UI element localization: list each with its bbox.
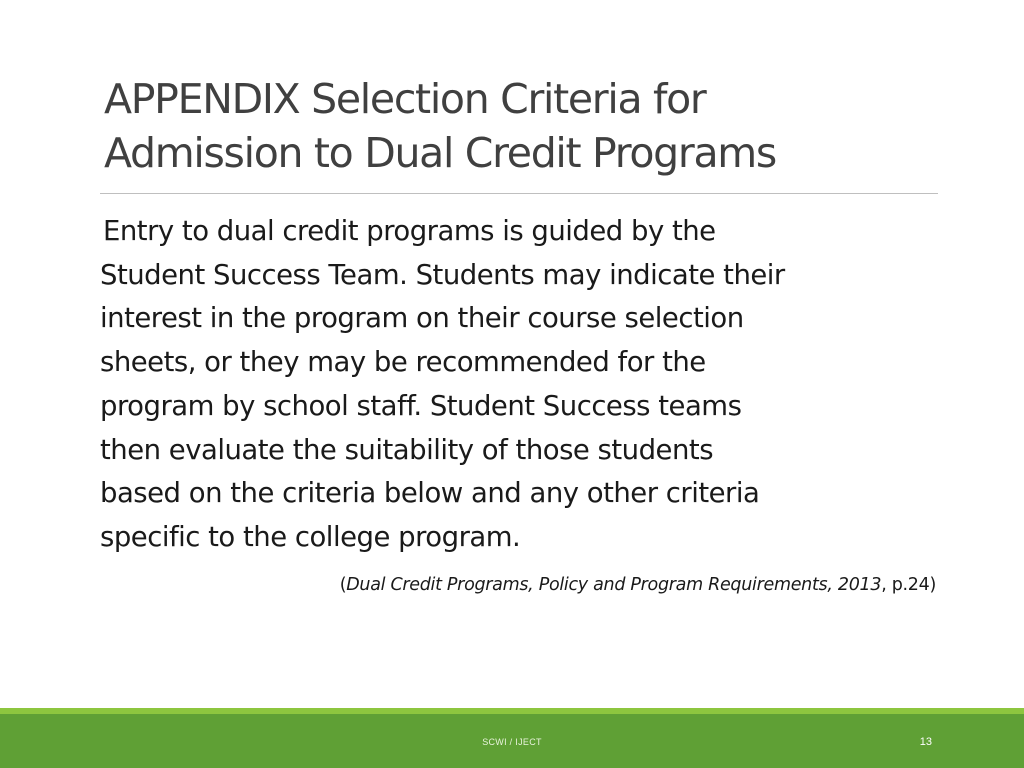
slide-title-line: APPENDIX Selection Criteria for [104, 75, 706, 123]
body-line: based on the criteria below and any other criteria [100, 477, 760, 510]
title-divider [100, 193, 938, 194]
slide-number: 13 [919, 736, 932, 748]
body-line: then evaluate the suitability of those students [100, 433, 714, 466]
body-line: Student Success Team. Students may indicate their [100, 258, 785, 291]
citation-open-paren: ( [339, 575, 347, 595]
slide-title-line: Admission to Dual Credit Programs [104, 129, 776, 177]
citation-page: , p.24) [881, 575, 936, 595]
body-paragraph [100, 210, 940, 560]
body-line: specific to the college program. [100, 520, 521, 553]
body-line: interest in the program on their course selection [100, 302, 744, 335]
body-line: sheets, or they may be recommended for the [100, 346, 706, 379]
body-line: Entry to dual credit programs is guided by the [103, 215, 716, 247]
citation [340, 570, 936, 600]
slide-title [104, 72, 944, 180]
citation-source: Dual Credit Programs, Policy and Program Requirements, 2013 [346, 575, 882, 595]
footer-bar [0, 714, 1024, 768]
footer-label: SCWI / IJECT [482, 737, 542, 747]
body-line: program by school staff. Student Success teams [100, 389, 742, 422]
